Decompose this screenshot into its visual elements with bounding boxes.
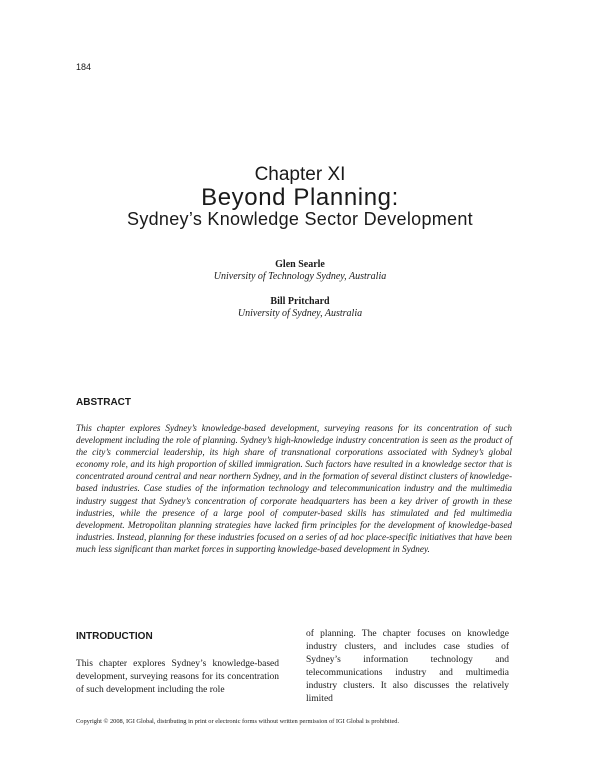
introduction-heading: INTRODUCTION bbox=[76, 631, 153, 642]
chapter-label: Chapter XI bbox=[254, 164, 346, 185]
page-number: 184 bbox=[76, 62, 92, 72]
author-block-2 bbox=[0, 296, 600, 320]
copyright-notice: Copyright © 2008, IGI Global, distributing in print or electronic forms without written permission of IGI Global is prohibited. bbox=[76, 718, 400, 725]
introduction-right-column: of planning. The chapter focuses on knowledge industry clusters, and includes case studies of Sydney’s information technology and telecommunications industry and multimedia industry clusters. It also discusses the relatively limited bbox=[306, 629, 509, 704]
chapter-title: Beyond Planning: bbox=[201, 184, 399, 211]
author-affiliation: University of Sydney, Australia bbox=[237, 308, 363, 319]
abstract-heading: ABSTRACT bbox=[76, 397, 131, 408]
abstract-text: This chapter explores Sydney’s knowledge-based development, surveying reasons for its concentration of such development including the role of planning. Sydney’s high-knowledge industry concentration is seen as the product of the city’s commercial leadership, its high share of transnational corporations associated with Sydney’s global economy role, and its high proportion of skilled immigration. Such factors have resulted in a knowledge sector that is concentrated around central and near northern Sydney, and in the formation of several distinct clusters of knowledge-based industries. Case studies of the information technology and telecommunication industry and the multimedia industry suggest that Sydney’s concentration of corporate headquarters has been a key driver of growth in these industries, while the presence of a large pool of computer-based skills has stimulated and fed multimedia development. Metropolitan planning strategies have lacked firm principles for the development of knowledge-based industries. Instead, planning for these industries focused on a series of ad hoc place-specific initiatives that have been much less significant than market forces in supporting knowledge-based development in Sydney. bbox=[76, 423, 512, 554]
author-affiliation: University of Technology Sydney, Australia bbox=[213, 271, 387, 282]
author-name: Glen Searle bbox=[275, 259, 325, 270]
author-name: Bill Pritchard bbox=[270, 296, 330, 307]
author-block-1 bbox=[0, 259, 600, 283]
chapter-subtitle: Sydney’s Knowledge Sector Development bbox=[127, 209, 473, 229]
introduction-left-column: This chapter explores Sydney’s knowledge-based development, surveying reasons for its concentration of such development including the role bbox=[76, 659, 279, 695]
